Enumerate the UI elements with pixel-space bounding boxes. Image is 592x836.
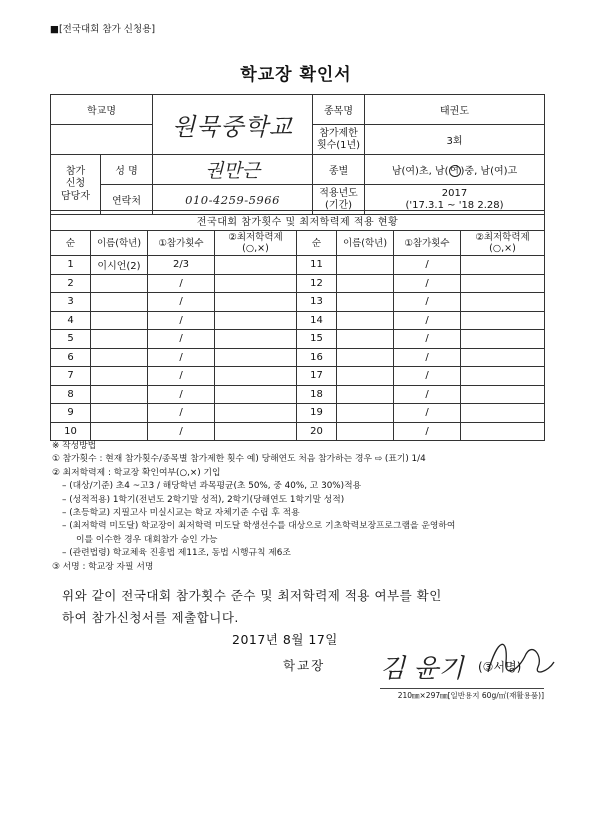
row-count-2: / <box>394 256 461 275</box>
table-row <box>51 404 545 423</box>
col-header-no: 순 <box>51 231 91 256</box>
confirm-line-2: 하여 참가신청서를 제출합니다. <box>62 610 239 625</box>
table-row <box>51 293 545 312</box>
row-no: 7 <box>51 367 91 386</box>
type-part1: 남(여)초, 남( <box>391 166 449 177</box>
row-no-2: 19 <box>297 404 337 423</box>
row-name-2 <box>337 274 394 293</box>
table-row <box>51 256 545 275</box>
table-caption: 전국대회 참가횟수 및 최저학력제 적용 현황 <box>51 211 545 231</box>
row-min-2 <box>461 256 545 275</box>
row-name-2 <box>337 256 394 275</box>
note-2-sub-4: – (최저학력 미도달) 학교장이 최저학력 미도달 학생선수를 대상으로 기초학력보장프로그램을 운영하여 <box>62 521 456 532</box>
col-header-min-2col <box>461 231 545 256</box>
row-count: / <box>148 330 215 349</box>
row-name <box>91 293 148 312</box>
row-count: / <box>148 422 215 441</box>
col-header-no-2: 순 <box>297 231 337 256</box>
row-name: 이시언(2) <box>91 256 148 275</box>
col-header-count-2: ①참가횟수 <box>394 231 461 256</box>
row-no-2: 20 <box>297 422 337 441</box>
type-part2: )중, 남(여)고 <box>460 166 518 177</box>
col-header-name: 이름(학년) <box>91 231 148 256</box>
contact-value: 010-4259-5966 <box>153 185 313 215</box>
row-no: 5 <box>51 330 91 349</box>
note-2: ② 최저학력제 : 학교장 확인여부(○,×) 기입 <box>52 467 221 478</box>
note-2-sub-3: – (초등학교) 지필고사 미실시교는 학교 자체기준 수립 후 적용 <box>62 508 300 519</box>
confirm-line-1: 위와 같이 전국대회 참가횟수 준수 및 최저학력제 적용 여부를 확인 <box>62 588 442 603</box>
school-value: 원묵중학교 <box>153 95 313 155</box>
row-no-2: 12 <box>297 274 337 293</box>
row-count-2: / <box>394 293 461 312</box>
row-min <box>215 422 297 441</box>
row-name <box>91 385 148 404</box>
seal-text: (③서명) <box>478 660 522 674</box>
row-min <box>215 311 297 330</box>
row-name <box>91 311 148 330</box>
type-value <box>365 155 545 185</box>
table-row <box>51 367 545 386</box>
table-row <box>51 330 545 349</box>
row-min <box>215 367 297 386</box>
row-min-2 <box>461 385 545 404</box>
type-circle: 여 <box>450 166 459 176</box>
row-name <box>91 422 148 441</box>
note-2-sub-2: – (성적적용) 1학기(전년도 2학기말 성적), 2학기(당해연도 1학기말 성적) <box>62 494 345 505</box>
type-label: 종별 <box>313 155 365 185</box>
principal-signature: 김 윤기 <box>380 654 464 684</box>
row-name-2 <box>337 422 394 441</box>
row-min <box>215 385 297 404</box>
row-count: / <box>148 367 215 386</box>
limit-label-2: 횟수(1년) <box>316 139 361 151</box>
row-min-2 <box>461 422 545 441</box>
contact-label: 연락처 <box>101 185 153 215</box>
note-2-sub-1: – (대상/기준) 초4 ~고3 / 해당학년 과목평균(초 50%, 중 40%, 고 30%)적용 <box>62 481 362 492</box>
row-min-2 <box>461 274 545 293</box>
row-no: 9 <box>51 404 91 423</box>
event-value: 태권도 <box>365 95 545 125</box>
row-name-2 <box>337 330 394 349</box>
row-no: 2 <box>51 274 91 293</box>
row-count: / <box>148 385 215 404</box>
name-value: 권만근 <box>153 155 313 185</box>
row-count-2: / <box>394 311 461 330</box>
table-row <box>51 311 545 330</box>
notes-heading: ※ 작성방법 <box>52 441 97 451</box>
year-label-2: (기간) <box>324 199 353 211</box>
manager-label-3: 담당자 <box>61 190 90 202</box>
row-count: / <box>148 293 215 312</box>
row-count: / <box>148 311 215 330</box>
note-2-sub-5: – (관련법령) 학교체육 진흥법 제11조, 동법 시행규칙 제6조 <box>62 548 291 559</box>
page-title: 학교장 확인서 <box>240 65 352 85</box>
col-header-min-1: ②최저학력제 <box>228 232 283 243</box>
row-name-2 <box>337 293 394 312</box>
row-no: 10 <box>51 422 91 441</box>
row-count-2: / <box>394 367 461 386</box>
row-count-2: / <box>394 348 461 367</box>
col-header-name-2: 이름(학년) <box>337 231 394 256</box>
col-header-count: ①참가횟수 <box>148 231 215 256</box>
limit-label-1: 참가제한 <box>319 127 358 139</box>
col-header-min-2: (○,×) <box>242 243 269 254</box>
manager-label-2: 신청 <box>65 178 86 190</box>
manager-label-1: 참가 <box>65 165 86 177</box>
row-min <box>215 404 297 423</box>
table-row <box>51 348 545 367</box>
table-row <box>51 274 545 293</box>
row-no-2: 11 <box>297 256 337 275</box>
note-1: ① 참가횟수 : 현재 참가횟수/종목별 참가제한 횟수 예) 당해연도 처음 참가하는 경우 ⇨ (표기) 1/4 <box>52 454 426 465</box>
row-min <box>215 256 297 275</box>
school-label-cont <box>51 125 153 155</box>
row-count-2: / <box>394 385 461 404</box>
note-2-sub-4-cont: 이를 이수한 경우 대회참가 승인 가능 <box>76 534 218 545</box>
table-row <box>51 385 545 404</box>
table-body <box>51 256 545 441</box>
table-row <box>51 422 545 441</box>
confirm-text <box>62 585 532 629</box>
row-no-2: 18 <box>297 385 337 404</box>
row-no-2: 17 <box>297 367 337 386</box>
paper-spec: 210㎜×297㎜[일반용지 60g/㎡(재활용품)] <box>380 688 544 701</box>
row-name-2 <box>337 404 394 423</box>
row-count-2: / <box>394 422 461 441</box>
row-min <box>215 293 297 312</box>
row-no-2: 14 <box>297 311 337 330</box>
row-min-2 <box>461 311 545 330</box>
row-count-2: / <box>394 404 461 423</box>
row-count-2: / <box>394 274 461 293</box>
school-label: 학교명 <box>51 95 153 125</box>
row-no-2: 15 <box>297 330 337 349</box>
row-min-2 <box>461 348 545 367</box>
row-no: 6 <box>51 348 91 367</box>
row-min-2 <box>461 330 545 349</box>
signature-date: 2017년 8월 17일 <box>232 632 338 647</box>
row-no: 8 <box>51 385 91 404</box>
row-no: 3 <box>51 293 91 312</box>
note-3: ③ 서명 : 학교장 자필 서명 <box>52 561 154 572</box>
row-count: / <box>148 348 215 367</box>
col-header-min-2col-1: ②최저학력제 <box>475 232 530 243</box>
row-name <box>91 404 148 423</box>
row-min <box>215 330 297 349</box>
year-value-1: 2017 <box>441 187 468 199</box>
row-no-2: 16 <box>297 348 337 367</box>
row-count-2: / <box>394 330 461 349</box>
row-name <box>91 348 148 367</box>
row-min <box>215 348 297 367</box>
limit-label <box>313 125 365 155</box>
row-name <box>91 330 148 349</box>
principal-label: 학교장 <box>283 658 326 673</box>
row-min-2 <box>461 293 545 312</box>
year-label-1: 적용년도 <box>319 187 358 199</box>
row-count: 2/3 <box>148 256 215 275</box>
limit-value: 3회 <box>365 125 545 155</box>
row-name-2 <box>337 348 394 367</box>
participation-table <box>50 210 545 441</box>
manager-label <box>51 155 101 215</box>
row-no: 1 <box>51 256 91 275</box>
row-count: / <box>148 274 215 293</box>
col-header-min <box>215 231 297 256</box>
row-name-2 <box>337 385 394 404</box>
row-name <box>91 274 148 293</box>
row-name <box>91 367 148 386</box>
name-label: 성 명 <box>101 155 153 185</box>
col-header-min-2col-2: (○,×) <box>489 243 516 254</box>
row-min-2 <box>461 404 545 423</box>
row-min-2 <box>461 367 545 386</box>
row-count: / <box>148 404 215 423</box>
form-tag: ■[전국대회 참가 신청용] <box>50 24 156 35</box>
row-no-2: 13 <box>297 293 337 312</box>
year-value-2: ('17.3.1 ~ '18 2.28) <box>405 199 504 211</box>
row-min <box>215 274 297 293</box>
row-no: 4 <box>51 311 91 330</box>
notes-section <box>52 440 546 574</box>
event-label: 종목명 <box>313 95 365 125</box>
row-name-2 <box>337 367 394 386</box>
info-table <box>50 94 545 215</box>
row-name-2 <box>337 311 394 330</box>
